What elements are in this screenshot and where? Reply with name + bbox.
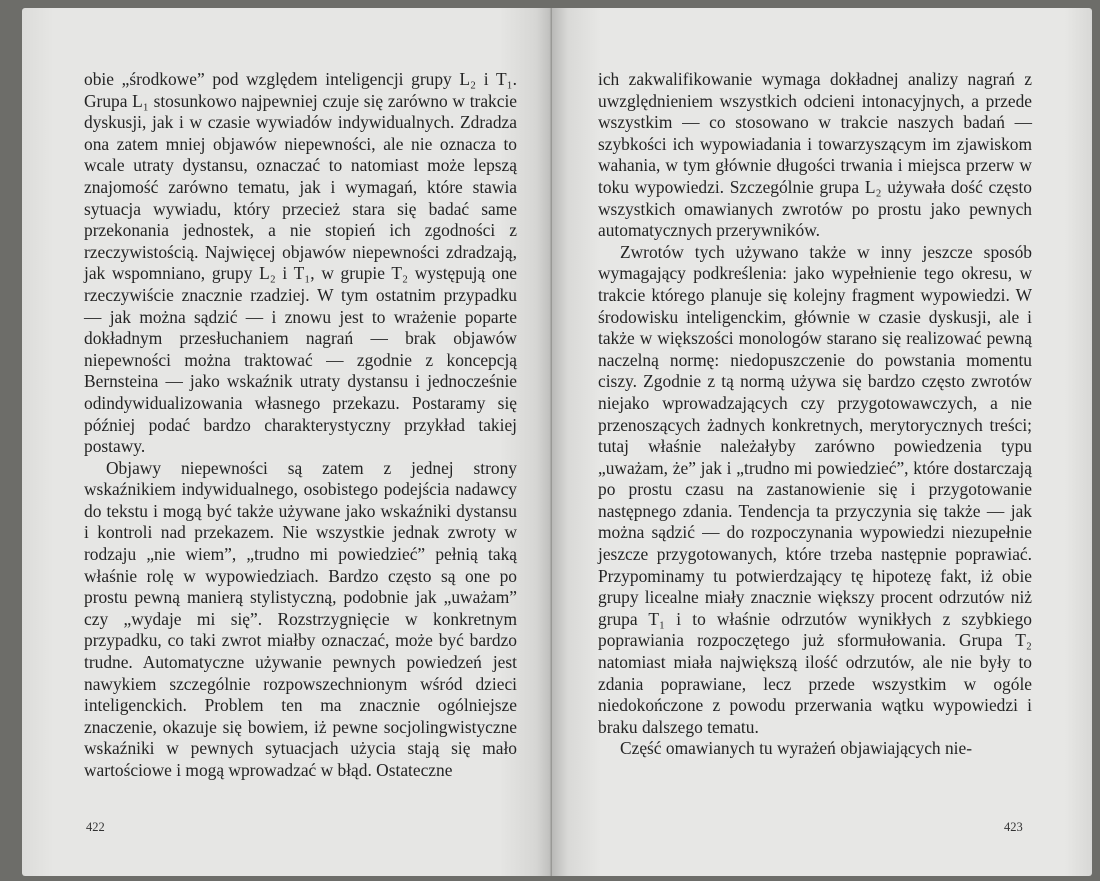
right-page (552, 8, 1092, 876)
paragraph: ich zakwalifikowanie wymaga dokładnej analizy nagrań z uwzględnieniem wszystkich odcieni intonacyjnych, a przede wszystkim — co stosowano w trakcie naszych badań — szybkości ich wypowiadania i towarzyszącym im zjawiskom wahania, w tym głównie długości trwania i miejsca przerw w toku wypowiedzi. Szczególnie grupa L₂ używała dość często wszystkich omawianych zwrotów po prostu jako pewnych automatycznych przerywników. (598, 69, 1032, 241)
paragraph: Zwrotów tych używano także w inny jeszcze sposób wymagający podkreślenia: jako wypełnienie tego okresu, w trakcie którego planuje się kolejny fragment wypowiedzi. W środowisku inteligenckim, głównie w czasie dyskusji, ale i także w większości monologów starano się realizować pewną naczelną normę: niedopuszczenie do powstania momentu ciszy. Zgodnie z tą normą używa się bardzo często zwrotów niejako wprowadzających czy przygotowawczych, a nie przenoszących żadnych konkretnych, merytorycznych treści; tutaj właśnie należałyby zarówno powiedzenia typu „uważam, że” jak i „trudno mi powiedzieć”, które dostarczają po prostu czasu na zastanowienie się i przygotowanie następnego zdania. Tendencja ta przyczynia się także — jak można sądzić — do rozpoczynania wypowiedzi niezupełnie jeszcze przygotowanych, które trzeba następnie poprawiać. Przypominamy tu potwierdzający tę hipotezę fakt, iż obie grupy licealne miały znacznie większy procent odrzutów niż grupa T₁ i to właśnie odrzutów wynikłych z szybkiego poprawiania rozpoczętego już sformułowania. Grupa T₂ natomiast miała największą ilość odrzutów, ale nie były to zdania poprawiane, lecz przede wszystkim w ogóle niedokończone z powodu przerwania wątku wypowiedzi i braku dalszego tematu. (598, 241, 1032, 737)
paragraph: obie „środkowe” pod względem inteligencji grupy L₂ i T₁. Grupa L₁ stosunkowo najpewniej czuje się zarówno w trakcie dyskusji, jak i w czasie wywiadów indywidualnych. Zdradza ona zatem mniej objawów niepewności, ale nie oznacza to wcale utraty dystansu, oznaczać to natomiast może lepszą znajomość zarówno tematu, jak i wymagań, które stawia sytuacja wywiadu, który przecież stara się badać same przekonania jednostek, a nie stopień ich zgodności z rzeczywistością. Najwięcej objawów niepewności zdradzają, jak wspomniano, grupy L₂ i T₁, w grupie T₂ występują one rzeczywiście znacznie rzadziej. W tym ostatnim przypadku — jak można sądzić — i znowu jest to wrażenie poparte dokładnym przesłuchaniem nagrań — brak objawów niepewności można traktować — zgodnie z koncepcją Bernsteina — jako wskaźnik utraty dystansu i jednocześnie odindywidualizowania własnego przekazu. Postaramy się później podać bardzo charakterystyczny przykład takiej postawy. (84, 69, 517, 457)
right-page-body (598, 69, 1032, 760)
page-number: 423 (1004, 820, 1023, 834)
page-number: 422 (86, 820, 105, 834)
paragraph: Objawy niepewności są zatem z jednej strony wskaźnikiem indywidualnego, osobistego podejścia nadawcy do tekstu i mogą być także używane jako wskaźniki dystansu i kontroli nad przekazem. Nie wszystkie jednak zwroty w rodzaju „nie wiem”, „trudno mi powiedzieć” pełnią taką właśnie rolę w wypowiedziach. Bardzo często są one po prostu pewną manierą stylistyczną, podobnie jak „uważam” czy „wydaje mi się”. Rozstrzygnięcie w konkretnym przypadku, co taki zwrot miałby oznaczać, może być bardzo trudne. Automatyczne używanie pewnych powiedzeń jest nawykiem szczególnie rozpowszechnionym wśród dzieci inteligenckich. Problem ten ma znacznie ogólniejsze znaczenie, okazuje się bowiem, iż pewne socjolingwistyczne wskaźniki w pewnych sytuacjach użycia stają się mało wartościowe i mogą wprowadzać w błąd. Ostateczne (84, 457, 517, 780)
paragraph: Część omawianych tu wyrażeń objawiających nie- (620, 738, 973, 759)
left-page (22, 8, 552, 876)
left-page-body (84, 69, 517, 782)
